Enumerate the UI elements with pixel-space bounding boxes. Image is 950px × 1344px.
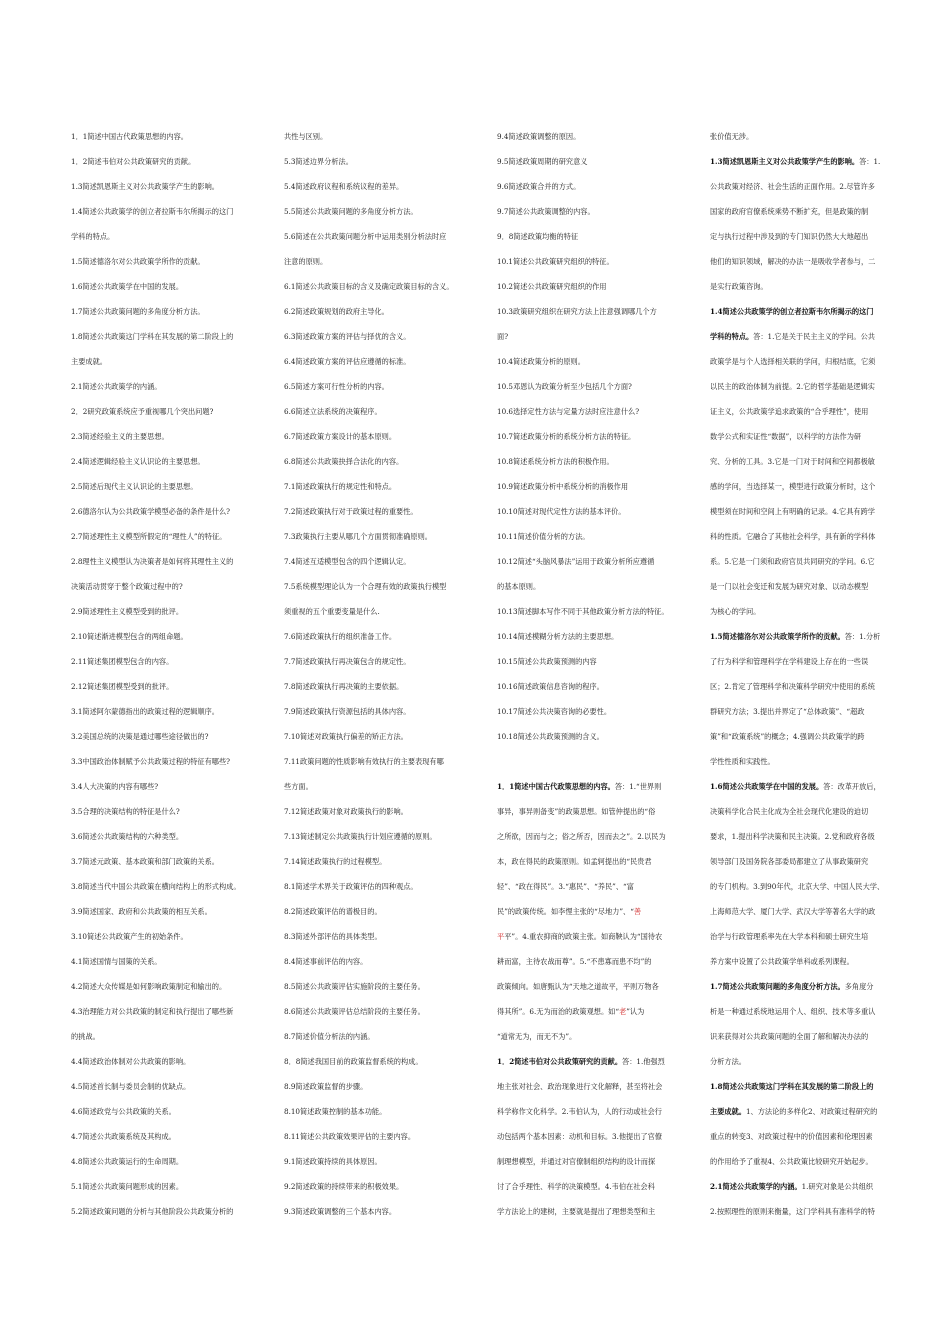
answer-line: 他们的知识领域，解决的办法一是吸收学者参与，二 xyxy=(710,257,876,266)
question-line: 10.13简述脚本写作不同于其他政策分析方法的特征。 xyxy=(497,607,669,616)
question-line: 3.2美国总统的决策是通过哪些途径做出的? xyxy=(71,732,209,741)
question-line: 8.9简述政策监督的步骤。 xyxy=(284,1082,368,1091)
question-line: 6.1简述公共政策目标的含义及确定政策目标的含义。 xyxy=(284,282,454,291)
question-line: 6.3简述政策方案的评估与择优的含义。 xyxy=(284,332,411,341)
question-line: 10.17简述公共决策咨询的必要性。 xyxy=(497,707,612,716)
answer-line: 1．2简述韦伯对公共政策研究的贡献。答：1.他强烈 xyxy=(497,1057,665,1066)
question-line: 2.6德洛尔认为公共政策学模型必备的条件是什么? xyxy=(71,507,231,516)
question-line: 10.10简述对现代定性方法的基本评价。 xyxy=(497,507,626,516)
answer-line: 政策学是与个人选择相关联的学问，归根结底，它须 xyxy=(710,357,876,366)
question-line: 5.1简述公共政策问题形成的因素。 xyxy=(71,1182,184,1191)
question-line: 7.8简述政策执行再决策的主要依据。 xyxy=(284,682,404,691)
question-line: 8.10简述政策控制的基本功能。 xyxy=(284,1107,387,1116)
question-line: 3.7简述元政策、基本政策和部门政策的关系。 xyxy=(71,857,219,866)
question-line: 10.9简述政策分析中系统分析的消极作用 xyxy=(497,482,629,491)
answer-line: 治学与行政管理系率先在大学本科和硕士研究生培 xyxy=(710,932,869,941)
answer-line: 证主义，公共政策学追求政策的“合乎理性”，使用 xyxy=(710,407,869,416)
question-line: 6.2简述政策规划的政府主导化。 xyxy=(284,307,389,316)
question-line: 2.1简述公共政策学的内涵。 xyxy=(71,382,162,391)
question-line: 些方面。 xyxy=(284,782,313,791)
question-line: 5.5简述公共政策问题的多角度分析方法。 xyxy=(284,207,418,216)
question-line: 10.2简述公共政策研究组织的作用 xyxy=(497,282,607,291)
answer-line: 养方案中设置了公共政策学单科或系列课程。 xyxy=(710,957,854,966)
answer-title: 1.5简述德洛尔对公共政策学所作的贡献。 xyxy=(710,632,845,641)
question-line: 8.5简述公共政策评估实施阶段的主要任务。 xyxy=(284,982,425,991)
question-line: 2.9简述理性主义模型受到的批评。 xyxy=(71,607,184,616)
answer-line: 1.6简述公共政策学在中国的发展。答：改革开放后， xyxy=(710,782,881,791)
answer-line: 要求，1.提出科学决策和民主决策。2.党和政府各级 xyxy=(710,832,875,841)
answer-line: 重点的转变3、对政策过程中的价值因素和伦理因素 xyxy=(710,1132,873,1141)
column-4 xyxy=(710,124,896,1224)
answer-line: 民”的政策传统。如李悝主张的“尽地力”、“善 xyxy=(497,907,642,916)
answer-line: 以民主的政治体制为前提。2.它的哲学基础是逻辑实 xyxy=(710,382,875,391)
question-line: 6.8简述公共政策抉择合法化的内容。 xyxy=(284,457,404,466)
question-line: 6.4简述政策方案的评估应遵循的标准。 xyxy=(284,357,411,366)
answer-line: 感的学问，当选择某一，模型进行政策分析时，这个 xyxy=(710,482,876,491)
answer-line: 动包括两个基本因素：动机和目标。3.他提出了官僚 xyxy=(497,1132,662,1141)
question-line: 10.12简述“头脑风暴法”运用于政策分析所应遵循 xyxy=(497,557,655,566)
answer-line: 析是一种通过系统地运用个人、组织、技术等多重认 xyxy=(710,1007,876,1016)
answer-line: 2.按照理性的原则来衡量，这门学科具有准科学的特 xyxy=(710,1207,875,1216)
answer-line: 1.5简述德洛尔对公共政策学所作的贡献。答：1.分析 xyxy=(710,632,881,641)
answer-line: 是一门以社会变迁和发展为研究对象、以动态模型 xyxy=(710,582,869,591)
answer-title: 主要成就。 xyxy=(710,1107,746,1116)
question-line: 注意的原则。 xyxy=(284,257,328,266)
question-line: 10.5邓恩认为政策分析至少包括几个方面? xyxy=(497,382,632,391)
question-line: 3.3中国政治体制赋予公共政策过程的特征有哪些? xyxy=(71,757,231,766)
question-line: 8．8简述我国目前的政策监督系统的构成。 xyxy=(284,1057,423,1066)
question-line: 4.5简述首长制与委员会制的优缺点。 xyxy=(71,1082,191,1091)
question-line: 10.18简述公共政策预测的含义。 xyxy=(497,732,604,741)
answer-line: 究、分析的工具。3.它是一门对于时间和空间都极敏 xyxy=(710,457,875,466)
question-line: 9.6简述政策合并的方式。 xyxy=(497,182,581,191)
question-line: 主要成就。 xyxy=(71,357,107,366)
question-line: 5.4简述政府议程和系统议程的差异。 xyxy=(284,182,404,191)
question-line: 7.5系统模型理论认为一个合理有效的政策执行模型 xyxy=(284,582,447,591)
question-line: 1.4简述公共政策学的创立者拉斯韦尔所揭示的这门 xyxy=(71,207,234,216)
question-line: 2.12简述集团模型受到的批评。 xyxy=(71,682,174,691)
answer-line: 决策科学化合民主化成为全社会现代化建设的迫切 xyxy=(710,807,869,816)
question-line: 4.8简述公共政策运行的生命周期。 xyxy=(71,1157,184,1166)
question-line: 2.11简述集团模型包含的内容。 xyxy=(71,657,174,666)
column-2 xyxy=(284,124,478,1224)
question-line: 4.4简述政治体制对公共政策的影响。 xyxy=(71,1057,191,1066)
question-line: 9.3简述政策调整的三个基本内容。 xyxy=(284,1207,397,1216)
question-line: 8.2简述政策评估的谱极目的。 xyxy=(284,907,382,916)
answer-line: 平平”。4.重农抑商的政策主张。如商鞅认为“国待农 xyxy=(497,932,663,941)
question-line: 的挑战。 xyxy=(71,1032,100,1041)
answer-line: 科的性质。它融合了其他社会科学，具有新的学科体 xyxy=(710,532,876,541)
question-line: 7.13简述制定公共政策执行计划应遵循的原则。 xyxy=(284,832,437,841)
question-line: 决策活动贯穿于整个政策过程中的? xyxy=(71,582,183,591)
question-line: 2.10简述渐进模型包含的两组命题。 xyxy=(71,632,188,641)
question-line: 4.3治理能力对公共政策的制定和执行提出了哪些新 xyxy=(71,1007,234,1016)
answer-title: 2.1简述公共政策学的内涵。 xyxy=(710,1182,802,1191)
question-line: 8.11简述公共政策效果评估的主要内容。 xyxy=(284,1132,416,1141)
answer-line: 1.3简述凯恩斯主义对公共政策学产生的影响。答：1. xyxy=(710,157,881,166)
question-line: 8.6简述公共政策评估总结阶段的主要任务。 xyxy=(284,1007,425,1016)
answer-line: 为核心的学问。 xyxy=(710,607,761,616)
answer-title: 1.6简述公共政策学在中国的发展。 xyxy=(710,782,824,791)
question-line: 10.6选择定性方法与定量方法时应注意什么? xyxy=(497,407,640,416)
column-1 xyxy=(71,124,261,1224)
answer-line: 政策倾向。如唐甄认为“天地之道故平，平则万物各 xyxy=(497,982,659,991)
answer-line: 本，政在得民的政策原则。如孟轲提出的“民贵君 xyxy=(497,857,652,866)
question-line: 7.7简述政策执行再决策包含的规定性。 xyxy=(284,657,411,666)
answer-line: 制理想模型，并通过对官僚制组织结构的设计而探 xyxy=(497,1157,656,1166)
question-line: 4.6简述政党与公共政策的关系。 xyxy=(71,1107,176,1116)
highlighted-char: 平 xyxy=(497,932,505,941)
question-line: 8.4简述事前评估的内容。 xyxy=(284,957,368,966)
answer-title: 学科的特点。 xyxy=(710,332,754,341)
answer-line: 是实行政策咨询。 xyxy=(710,282,768,291)
answer-title: 1.8简述公共政策这门学科在其发展的第二阶段上的 xyxy=(710,1082,874,1091)
question-line: 3.9简述国家、政府和公共政策的相互关系。 xyxy=(71,907,212,916)
question-line: 1.3简述凯恩斯主义对公共政策学产生的影响。 xyxy=(71,182,219,191)
question-line: 10.11简述价值分析的方法。 xyxy=(497,532,590,541)
question-line: 8.3简述外部评估的具体类型。 xyxy=(284,932,382,941)
answer-line: 讨了合乎理性、科学的决策模型。4.韦伯在社会科 xyxy=(497,1182,655,1191)
question-line: 7.14简述政策执行的过程模型。 xyxy=(284,857,387,866)
answer-title: 1．2简述韦伯对公共政策研究的贡献。 xyxy=(497,1057,623,1066)
question-line: 2.4简述逻辑经验主义认识论的主要思想。 xyxy=(71,457,205,466)
question-line: 7.3政策执行主要从哪几个方面贯彻准确原则。 xyxy=(284,532,432,541)
answer-line: 轻”、“政在得民”。3.“惠民”、“养民”、“富 xyxy=(497,882,634,891)
answer-line: 学性性质和实践性。 xyxy=(710,757,775,766)
question-line: 2.8理性主义模型认为决策者是如何将其理性主义的 xyxy=(71,557,234,566)
question-line: 3.6简述公共政策结构的六种类型。 xyxy=(71,832,184,841)
question-line: 3.4人大决策的内容有哪些? xyxy=(71,782,159,791)
answer-line: 策”和“政策系统”的概念；4.强调公共政策学的跨 xyxy=(710,732,865,741)
column-3 xyxy=(497,124,689,1224)
answer-title: 1．1简述中国古代政策思想的内容。 xyxy=(497,782,615,791)
question-line: 2.3简述经验主义的主要思想。 xyxy=(71,432,169,441)
question-line: 1.8简述公共政策这门学科在其发展的第二阶段上的 xyxy=(71,332,234,341)
question-line: 7.9简述政策执行资源包括的具体内容。 xyxy=(284,707,411,716)
question-line: 6.7简述政策方案设计的基本原则。 xyxy=(284,432,397,441)
question-line: 4.1简述国情与国策的关系。 xyxy=(71,957,162,966)
question-line: 共性与区别。 xyxy=(284,132,328,141)
question-line: 3.10简述公共政策产生的初始条件。 xyxy=(71,932,188,941)
answer-line: 群研究方法；3.提出并界定了“总体政策”、“超政 xyxy=(710,707,865,716)
question-line: 1.6简述公共政策学在中国的发展。 xyxy=(71,282,184,291)
question-line: 5.3简述边界分析法。 xyxy=(284,157,353,166)
question-line: 1.7简述公共政策问题的多角度分析方法。 xyxy=(71,307,205,316)
question-line: 1．2简述韦伯对公共政策研究的贡献。 xyxy=(71,157,196,166)
question-line: 9.5简述政策周期的研究意义 xyxy=(497,157,588,166)
answer-line: 事异，事异则备变”的政策思想。如管仲提出的“俗 xyxy=(497,807,656,816)
question-line: 3.5合理的决策结构的特征是什么? xyxy=(71,807,180,816)
question-line: 4.7简述公共政策系统及其构成。 xyxy=(71,1132,176,1141)
question-line: 10.14简述模糊分析方法的主要思想。 xyxy=(497,632,619,641)
question-line: 8.1简述学术界关于政策评估的四种观点。 xyxy=(284,882,418,891)
answer-line: 分析方法。 xyxy=(710,1057,746,1066)
question-line: 2．2研究政策系统应予重视哪几个突出问题? xyxy=(71,407,214,416)
answer-title: 1.4简述公共政策学的创立者拉斯韦尔所揭示的这门 xyxy=(710,307,874,316)
question-line: 7.4简述互适模型包含的四个逻辑认定。 xyxy=(284,557,411,566)
answer-line: 识来获得对公共政策问题的全面了解和解决办法的 xyxy=(710,1032,869,1041)
question-line: 10.16简述政策信息咨询的程序。 xyxy=(497,682,604,691)
answer-line: 2.1简述公共政策学的内涵。1.研究对象是公共组织 xyxy=(710,1182,874,1191)
question-line: 须重视的五个重要变量是什么. xyxy=(284,607,380,616)
question-line: 7.10简述对政策执行偏差的矫正方法。 xyxy=(284,732,408,741)
answer-line: 国家的政府官僚系统乘势不断扩充，但是政策的制 xyxy=(710,207,869,216)
question-line: 5.6简述在公共政策问题分析中运用类别分析法时应 xyxy=(284,232,447,241)
question-line: 7.11政策问题的性质影响有效执行的主要表现有哪 xyxy=(284,757,444,766)
question-line: 5.2简述政策问题的分析与其他阶段公共政策分析的 xyxy=(71,1207,234,1216)
question-line: 9．8简述政策均衡的特征 xyxy=(497,232,579,241)
answer-line: 主要成就。1、方法论的多样化2、对政策过程研究的 xyxy=(710,1107,878,1116)
section-gap xyxy=(497,749,689,774)
answer-line: 的专门机构。3.到90年代，北京大学、中国人民大学、 xyxy=(710,882,885,891)
answer-line: 之所欲，因而与之；俗之所否，因而去之”。2.以民为 xyxy=(497,832,666,841)
question-line: 9.1简述政策持续的具体原因。 xyxy=(284,1157,382,1166)
question-line: 10.15简述公共政策预测的内容 xyxy=(497,657,597,666)
answer-line: 得其所”。6.无为而治的政策观想。如“老”认为 xyxy=(497,1007,645,1016)
answer-line: 领导部门及国务院各部委局都建立了从事政策研究 xyxy=(710,857,869,866)
question-line: 10.3政策研究组织在研究方法上注意强调哪几个方 xyxy=(497,307,657,316)
highlighted-char: 善 xyxy=(633,907,642,916)
question-line: 9.4简述政策调整的原因。 xyxy=(497,132,581,141)
answer-line: 学方法论上的建树，主要就是提出了理想类型和主 xyxy=(497,1207,656,1216)
answer-line: 张价值无涉。 xyxy=(710,132,754,141)
answer-line: 科学称作文化科学。2.韦伯认为，人的行动或社会行 xyxy=(497,1107,662,1116)
question-line: 7.1简述政策执行的规定性和特点。 xyxy=(284,482,397,491)
answer-line: 1．1简述中国古代政策思想的内容。答：1.“世界则 xyxy=(497,782,662,791)
answer-title: 1.3简述凯恩斯主义对公共政策学产生的影响。 xyxy=(710,157,860,166)
answer-line: 了行为科学和管理科学在学科建设上存在的一些误 xyxy=(710,657,869,666)
question-line: 4.2简述大众传媒是如何影响政策制定和输出的。 xyxy=(71,982,227,991)
question-line: 2.5简述后现代主义认识论的主要思想。 xyxy=(71,482,198,491)
question-line: 的基本原则。 xyxy=(497,582,541,591)
answer-line: 模型须在时间和空间上有明确的记录。4.它具有跨学 xyxy=(710,507,875,516)
question-line: 7.2简述政策执行对于政策过程的重要性。 xyxy=(284,507,418,516)
question-line: 10.8简述系统分析方法的积极作用。 xyxy=(497,457,614,466)
question-line: 7.12简述政策对象对政策执行的影响。 xyxy=(284,807,408,816)
answer-line: 的作用给予了重视4、公共政策比较研究开始起步。 xyxy=(710,1157,873,1166)
question-line: 学科的特点。 xyxy=(71,232,115,241)
answer-line: 公共政策对经济、社会生活的正面作用。2.尽管许多 xyxy=(710,182,875,191)
question-line: 10.7简述政策分析的系统分析方法的特征。 xyxy=(497,432,636,441)
question-line: 3.1简述阿尔蒙德指出的政策过程的逻辑顺序。 xyxy=(71,707,219,716)
question-line: 1.5简述德洛尔对公共政策学所作的贡献。 xyxy=(71,257,205,266)
question-line: 10.4简述政策分析的原则。 xyxy=(497,357,585,366)
answer-line: “道常无为，而无不为”。 xyxy=(497,1032,577,1041)
question-line: 面? xyxy=(497,332,509,341)
highlighted-char: 老 xyxy=(619,1007,627,1016)
question-line: 6.6简述立法系统的决策程序。 xyxy=(284,407,382,416)
question-line: 8.7简述价值分析法的内涵。 xyxy=(284,1032,375,1041)
answer-line: 地主张对社会、政治现象进行文化解释，甚至将社会 xyxy=(497,1082,663,1091)
question-line: 2.7简述理性主义模型所假定的“理性人”的特征。 xyxy=(71,532,227,541)
question-line: 9.2简述政策的持续带来的积极效果。 xyxy=(284,1182,404,1191)
question-line: 1．1简述中国古代政策思想的内容。 xyxy=(71,132,188,141)
question-line: 7.6简述政策执行的组织准备工作。 xyxy=(284,632,397,641)
answer-line: 耕而富，主待农战而尊”。5.“不患寡而患不均”的 xyxy=(497,957,652,966)
answer-line: 区；2.肯定了管理科学和决策科学研究中使用的系统 xyxy=(710,682,875,691)
answer-title: 1.7简述公共政策问题的多角度分析方法。 xyxy=(710,982,845,991)
answer-line: 系。5.它是一门须和政府官员共同研究的学问。6.它 xyxy=(710,557,875,566)
question-line: 6.5简述方案可行性分析的内容。 xyxy=(284,382,389,391)
answer-line: 上海师范大学、厦门大学、武汉大学等著名大学的政 xyxy=(710,907,876,916)
answer-line: 学科的特点。答：1.它是关于民主主义的学问。公共 xyxy=(710,332,875,341)
answer-line: 数学公式和实证性“数据”，以科学的方法作为研 xyxy=(710,432,862,441)
question-line: 10.1简述公共政策研究组织的特征。 xyxy=(497,257,614,266)
answer-line: 1.7简述公共政策问题的多角度分析方法。多角度分 xyxy=(710,982,874,991)
question-line: 9.7简述公共政策调整的内容。 xyxy=(497,207,595,216)
question-line: 3.8简述当代中国公共政策在横向结构上的形式构成。 xyxy=(71,882,241,891)
answer-line: 定与执行过程中涉及到的专门知识仍然大大地超出 xyxy=(710,232,869,241)
